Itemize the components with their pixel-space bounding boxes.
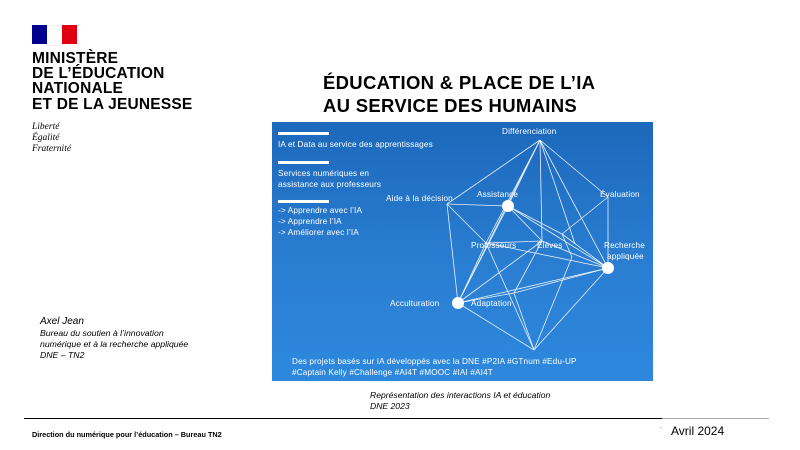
ia-education-graphic [272,122,653,381]
text-bar-2 [278,161,329,164]
node-label-assistance: Assistance [477,190,519,199]
footer-dash: - [660,425,663,432]
title-line-2: AU SERVICE DES HUMAINS [323,94,577,116]
text-bar-3 [278,200,329,203]
node-label-recherche-1: Recherche [604,241,645,250]
graphic-list-item: -> Apprendre l’IA [278,217,342,226]
ministry-line: ET DE LA JEUNESSE [32,95,193,113]
node-label-adaptation: Adaptation [471,299,512,308]
ministry-name [32,51,192,112]
graphic-text-2a: Services numériques en [278,169,370,178]
node-label-differenciation: Différenciation [502,127,557,136]
graphic-list-item: -> Améliorer avec l’IA [278,228,359,237]
author-affiliation-3: DNE – TN2 [40,350,85,361]
graphic-caption [370,390,550,412]
node-label-recherche-2: appliquée [607,252,644,261]
ministry-line: NATIONALE [32,80,124,98]
node-label-eleves: Élèves [537,241,563,250]
motto-line: Fraternité [32,144,72,154]
graphic-text-1: IA et Data au service des apprentissages [278,140,433,149]
flag-blue-band [32,25,47,44]
graphic-list-item: -> Apprendre avec l’IA [278,206,363,215]
flag-white-band [47,25,62,46]
ministry-line: MINISTÈRE [32,50,119,67]
node-label-evaluation: Évaluation [600,190,640,199]
footer-divider-right [662,418,769,419]
text-bar-1 [278,132,329,135]
slide-title [323,72,595,117]
author-affiliation-1: Bureau du soutien à l’innovation [40,328,164,338]
projects-line-2: #Captain Kelly #Challenge #AI4T #MOOC #IAI #AI4T [292,368,493,377]
title-line-1: ÉDUCATION & PLACE DE L’IA [323,72,596,93]
motto-line: Égalité [32,133,60,143]
node-label-acculturation: Acculturation [390,299,440,308]
author-name: Axel Jean [40,316,84,327]
network-diagram [272,122,653,381]
node-label-aide: Aide à la décision [386,194,453,203]
motto-line: Liberté [32,122,60,132]
caption-line-1: Représentation des interactions IA et éducation [370,390,551,400]
assistance-node [502,200,514,212]
footer-divider [24,418,769,419]
author-affiliation-2: numérique et à la recherche appliquée [40,339,189,350]
acculturation-node [452,297,464,309]
projects-line-1: Des projets basés sur IA développés avec la DNE #P2IA #GTnum #Edu-UP [292,357,577,366]
footer-date: Avril 2024 [671,424,725,438]
republic-flag-logo [32,25,77,44]
author-block [40,316,188,362]
node-label-professeurs: Professeurs [471,241,517,250]
footer-department: Direction du numérique pour l’éducation – Bureau TN2 [32,430,222,439]
caption-line-2: DNE 2023 [370,401,410,411]
recherche-node [602,262,614,274]
graphic-text-2b: assistance aux professeurs [278,180,382,189]
republic-motto [32,122,71,155]
flag-red-band [62,25,77,44]
ministry-line: DE L’ÉDUCATION [32,65,165,83]
